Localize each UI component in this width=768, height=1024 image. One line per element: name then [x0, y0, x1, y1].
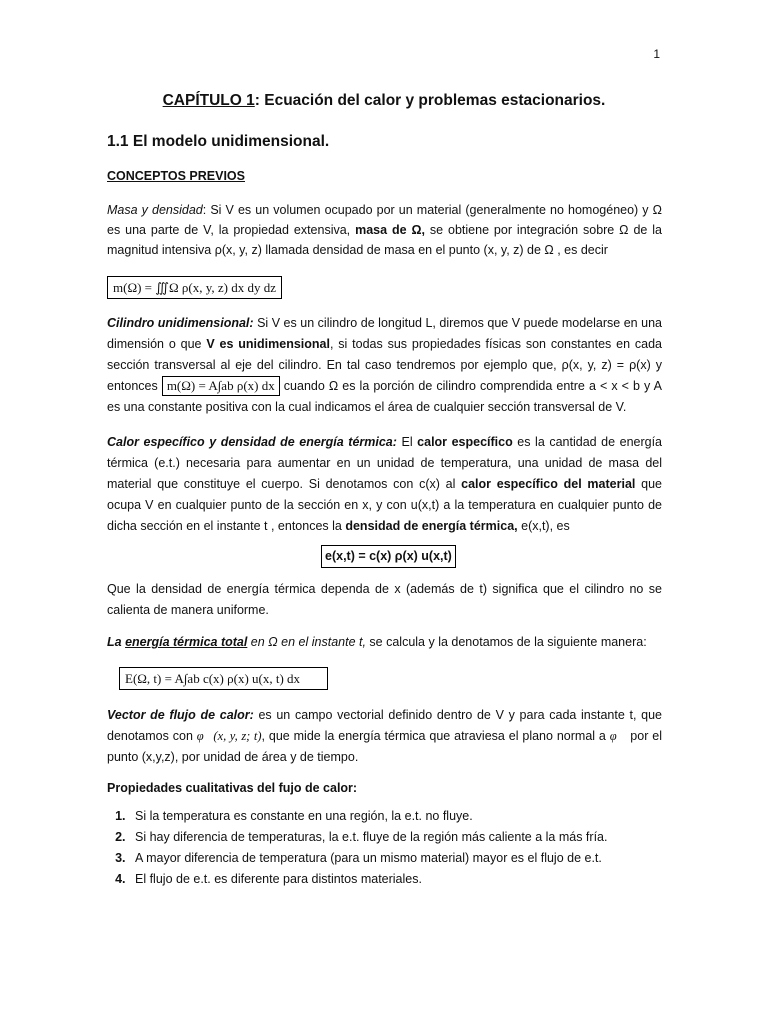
- chapter-label: CAPÍTULO 1: [162, 92, 255, 109]
- vector-text-3: por el punto (x,y,z), por unidad de área y de tiempo.: [107, 729, 662, 764]
- list-item: 4. El flujo de e.t. es diferente para distintos materiales.: [129, 869, 689, 890]
- vector-text-1: es un campo vectorial definido dentro de V y para cada instante t, que denotamos con: [107, 708, 662, 743]
- cilindro-bold-1: V es unidimensional: [206, 337, 330, 351]
- cilindro-text-1: Si V es un cilindro de longitud L, diremos que V puede modelarse en una dimensión o que: [107, 316, 662, 351]
- formula-energia-total: E(Ω, t) = A∫ab c(x) ρ(x) u(x, t) dx: [119, 667, 328, 690]
- masa-text-1: : Si V es un volumen ocupado por un material (generalmente no homogéneo) y Ω es una parte de V, la propiedad extensiva,: [107, 203, 662, 237]
- calor-text-2: es la cantidad de energía térmica (e.t.) necesaria para aumentar en un unidad de temperatura, una unidad de masa del material que constituye el cuerpo. Si denotamos con c(x) al: [107, 435, 663, 491]
- calor-bold-3: densidad de energía térmica,: [345, 519, 518, 533]
- list-item: 3. A mayor diferencia de temperatura (para un mismo material) mayor es el flujo de e.t.: [129, 848, 689, 869]
- formula-cilindro: m(Ω) = A∫ab ρ(x) dx: [162, 376, 280, 396]
- propiedades-heading: Propiedades cualitativas del fujo de calor:: [107, 781, 358, 795]
- paragraph-uniforme: Que la densidad de energía térmica dependa de x (además de t) significa que el cilindro no se calienta de manera uniforme.: [107, 582, 662, 617]
- phi-symbol: φ⃗(x, y, z; t): [196, 729, 262, 743]
- section-heading: 1.1 El modelo unidimensional.: [107, 133, 330, 150]
- phi-symbol-2: φ⃗: [609, 729, 627, 743]
- calor-text-1: El: [396, 435, 418, 449]
- formula-masa: m(Ω) = ∭Ω ρ(x, y, z) dx dy dz: [107, 276, 282, 299]
- term-cilindro: Cilindro unidimensional:: [107, 316, 254, 330]
- masa-bold-1: masa de Ω,: [355, 223, 425, 237]
- paragraph-masa: [107, 200, 662, 260]
- cilindro-text-3: cuando Ω es la porción de cilindro comprendida entre a < x < b y A es una constante positiva con la cual indicamos el área de cualquier sección transversal de V.: [107, 379, 662, 414]
- page-number: 1: [653, 47, 660, 61]
- paragraph-energia-total: [107, 632, 662, 652]
- calor-bold-2: calor específico del material: [461, 477, 636, 491]
- paragraph-calor: [107, 432, 662, 537]
- term-masa: Masa y densidad: [107, 203, 203, 217]
- chapter-title: [0, 92, 768, 110]
- subheading-conceptos: CONCEPTOS PREVIOS: [107, 169, 245, 183]
- propiedades-list: [107, 806, 689, 890]
- term-vector-flujo: Vector de flujo de calor:: [107, 708, 254, 722]
- formula-densidad-energia: e(x,t) = c(x) ρ(x) u(x,t): [321, 545, 456, 568]
- calor-text-3: que ocupa V en cualquier punto de la sección en x, y con u(x,t) a la temperatura en cualquier punto de dicha sección en el instante t , entonces la: [107, 477, 662, 533]
- vector-text-2: , que mide la energía térmica que atraviesa el plano normal a: [261, 729, 610, 743]
- paragraph-vector-flujo: [107, 705, 662, 768]
- term-calor: Calor específico y densidad de energía térmica:: [107, 435, 397, 449]
- list-item: 1. Si la temperatura es constante en una región, la e.t. no fluye.: [129, 806, 689, 827]
- calor-text-4: e(x,t), es: [517, 519, 570, 533]
- chapter-title-text: : Ecuación del calor y problemas estacionarios.: [254, 92, 606, 109]
- calor-bold-1: calor específico: [417, 435, 513, 449]
- term-energia-total: energía térmica total: [125, 635, 248, 649]
- cilindro-text-2: , si todas sus propiedades físicas son constantes en cada sección transversal al eje del cilindro. En tal caso tendremos por ejemplo que, ρ(x, y, z) = ρ(x) y entonces: [107, 337, 662, 393]
- energia-pre: La: [107, 635, 126, 649]
- list-item: 2. Si hay diferencia de temperaturas, la e.t. fluye de la región más caliente a la más fría.: [129, 827, 689, 848]
- energia-post: se calcula y la denotamos de la siguiente manera:: [365, 635, 647, 649]
- paragraph-cilindro: [107, 313, 662, 418]
- masa-text-2: se obtiene por integración sobre Ω de la magnitud intensiva ρ(x, y, z) llamada densidad de masa en el punto (x, y, z) de Ω , es decir: [107, 223, 662, 257]
- energia-mid: en Ω en el instante t,: [247, 635, 366, 649]
